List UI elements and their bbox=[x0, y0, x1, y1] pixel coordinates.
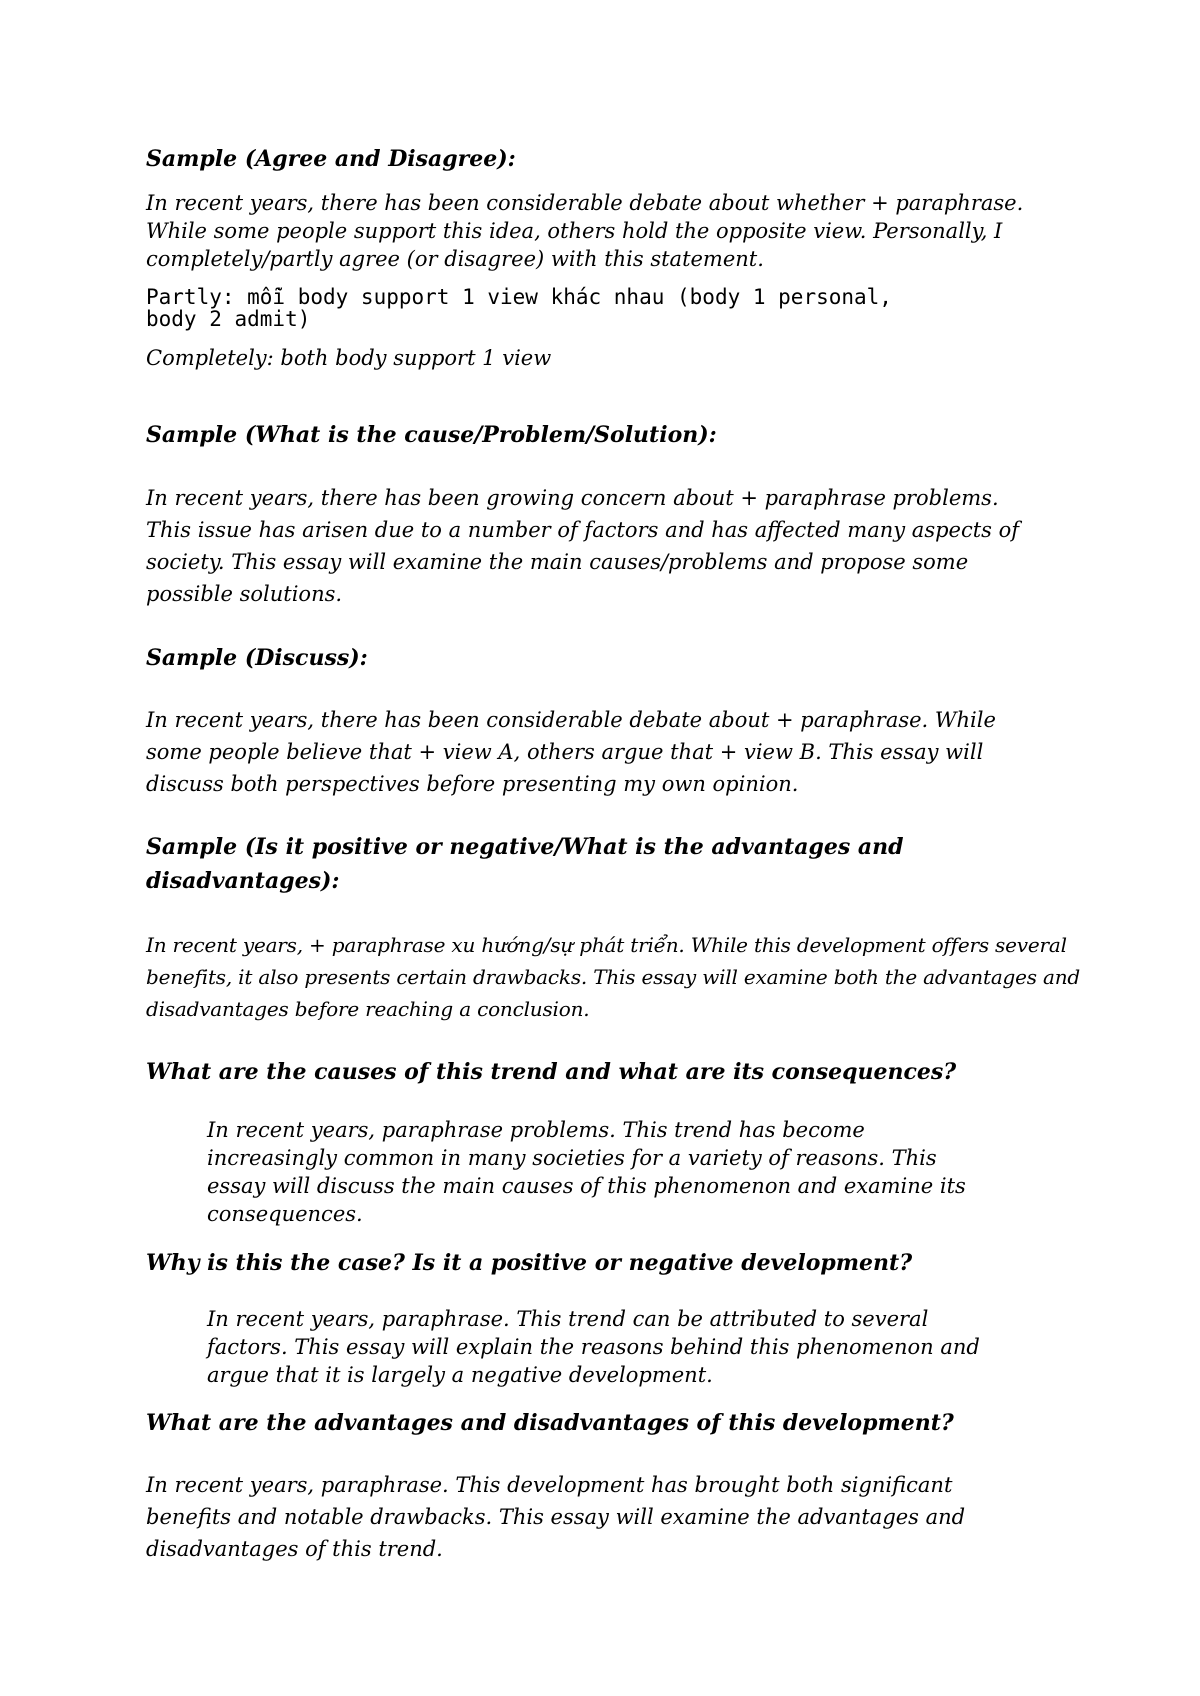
text-line: completely/partly agree (or disagree) with this statement. bbox=[146, 247, 764, 271]
text-line: In recent years, there has been considerable debate about + paraphrase. While bbox=[146, 708, 996, 732]
text-line: benefits, it also presents certain drawbacks. This essay will examine both the advantages and bbox=[146, 965, 1081, 989]
paragraph-cause-problem-solution bbox=[146, 482, 1019, 610]
text-line: some people believe that + view A, others argue that + view B. This essay will bbox=[146, 740, 984, 764]
heading-cause-problem-solution: Sample (What is the cause/Problem/Solution): bbox=[146, 422, 717, 448]
text-line: argue that it is largely a negative development. bbox=[207, 1363, 713, 1387]
text-line: disadvantages before reaching a conclusion. bbox=[146, 997, 590, 1021]
heading-discuss: Sample (Discuss): bbox=[146, 645, 368, 671]
paragraph-discuss bbox=[146, 704, 996, 800]
text-line: In recent years, paraphrase. This development has brought both significant bbox=[146, 1473, 953, 1497]
text-line: This issue has arisen due to a number of factors and has affected many aspects of bbox=[146, 518, 1020, 542]
text-line: In recent years, there has been considerable debate about whether + paraphrase. bbox=[146, 191, 1024, 215]
text-line: In recent years, + paraphrase xu hướng/sự phát triển. While this development offers several bbox=[146, 933, 1067, 957]
heading-causes-consequences: What are the causes of this trend and what are its consequences? bbox=[146, 1059, 957, 1085]
text-line: body 2 admit) bbox=[146, 307, 311, 331]
text-line: increasingly common in many societies for a variety of reasons. This bbox=[207, 1146, 937, 1170]
text-line: discuss both perspectives before presenting my own opinion. bbox=[146, 772, 799, 796]
paragraph-positive-negative bbox=[146, 929, 1080, 1025]
text-line: essay will discuss the main causes of this phenomenon and examine its bbox=[207, 1174, 966, 1198]
note-partly bbox=[146, 286, 892, 330]
paragraph-agree-disagree bbox=[146, 189, 1023, 273]
text-line: Partly: mỗi body support 1 view khác nhau (body 1 personal, bbox=[146, 285, 892, 309]
paragraph-causes-consequences bbox=[207, 1116, 966, 1228]
note-completely: Completely: both body support 1 view bbox=[146, 346, 552, 370]
text-line: benefits and notable drawbacks. This essay will examine the advantages and bbox=[146, 1505, 966, 1529]
text-line: In recent years, paraphrase. This trend can be attributed to several bbox=[207, 1307, 929, 1331]
text-line: consequences. bbox=[207, 1202, 363, 1226]
heading-positive-negative bbox=[146, 830, 904, 898]
paragraph-why-case bbox=[207, 1305, 980, 1389]
paragraph-adv-disadv bbox=[146, 1469, 965, 1565]
text-line: possible solutions. bbox=[146, 582, 343, 606]
text-line: In recent years, paraphrase problems. This trend has become bbox=[207, 1118, 865, 1142]
text-line: In recent years, there has been growing concern about + paraphrase problems. bbox=[146, 486, 999, 510]
text-line: factors. This essay will explain the reasons behind this phenomenon and bbox=[207, 1335, 980, 1359]
heading-agree-disagree: Sample (Agree and Disagree): bbox=[146, 146, 516, 172]
text-line: While some people support this idea, others hold the opposite view. Personally, I bbox=[146, 219, 1003, 243]
heading-why-case: Why is this the case? Is it a positive or negative development? bbox=[146, 1250, 913, 1276]
text-line: society. This essay will examine the main causes/problems and propose some bbox=[146, 550, 969, 574]
text-line: disadvantages of this trend. bbox=[146, 1537, 443, 1561]
heading-line: disadvantages): bbox=[146, 868, 340, 894]
heading-adv-disadv: What are the advantages and disadvantages of this development? bbox=[146, 1410, 954, 1436]
heading-line: Sample (Is it positive or negative/What is the advantages and bbox=[146, 834, 904, 860]
